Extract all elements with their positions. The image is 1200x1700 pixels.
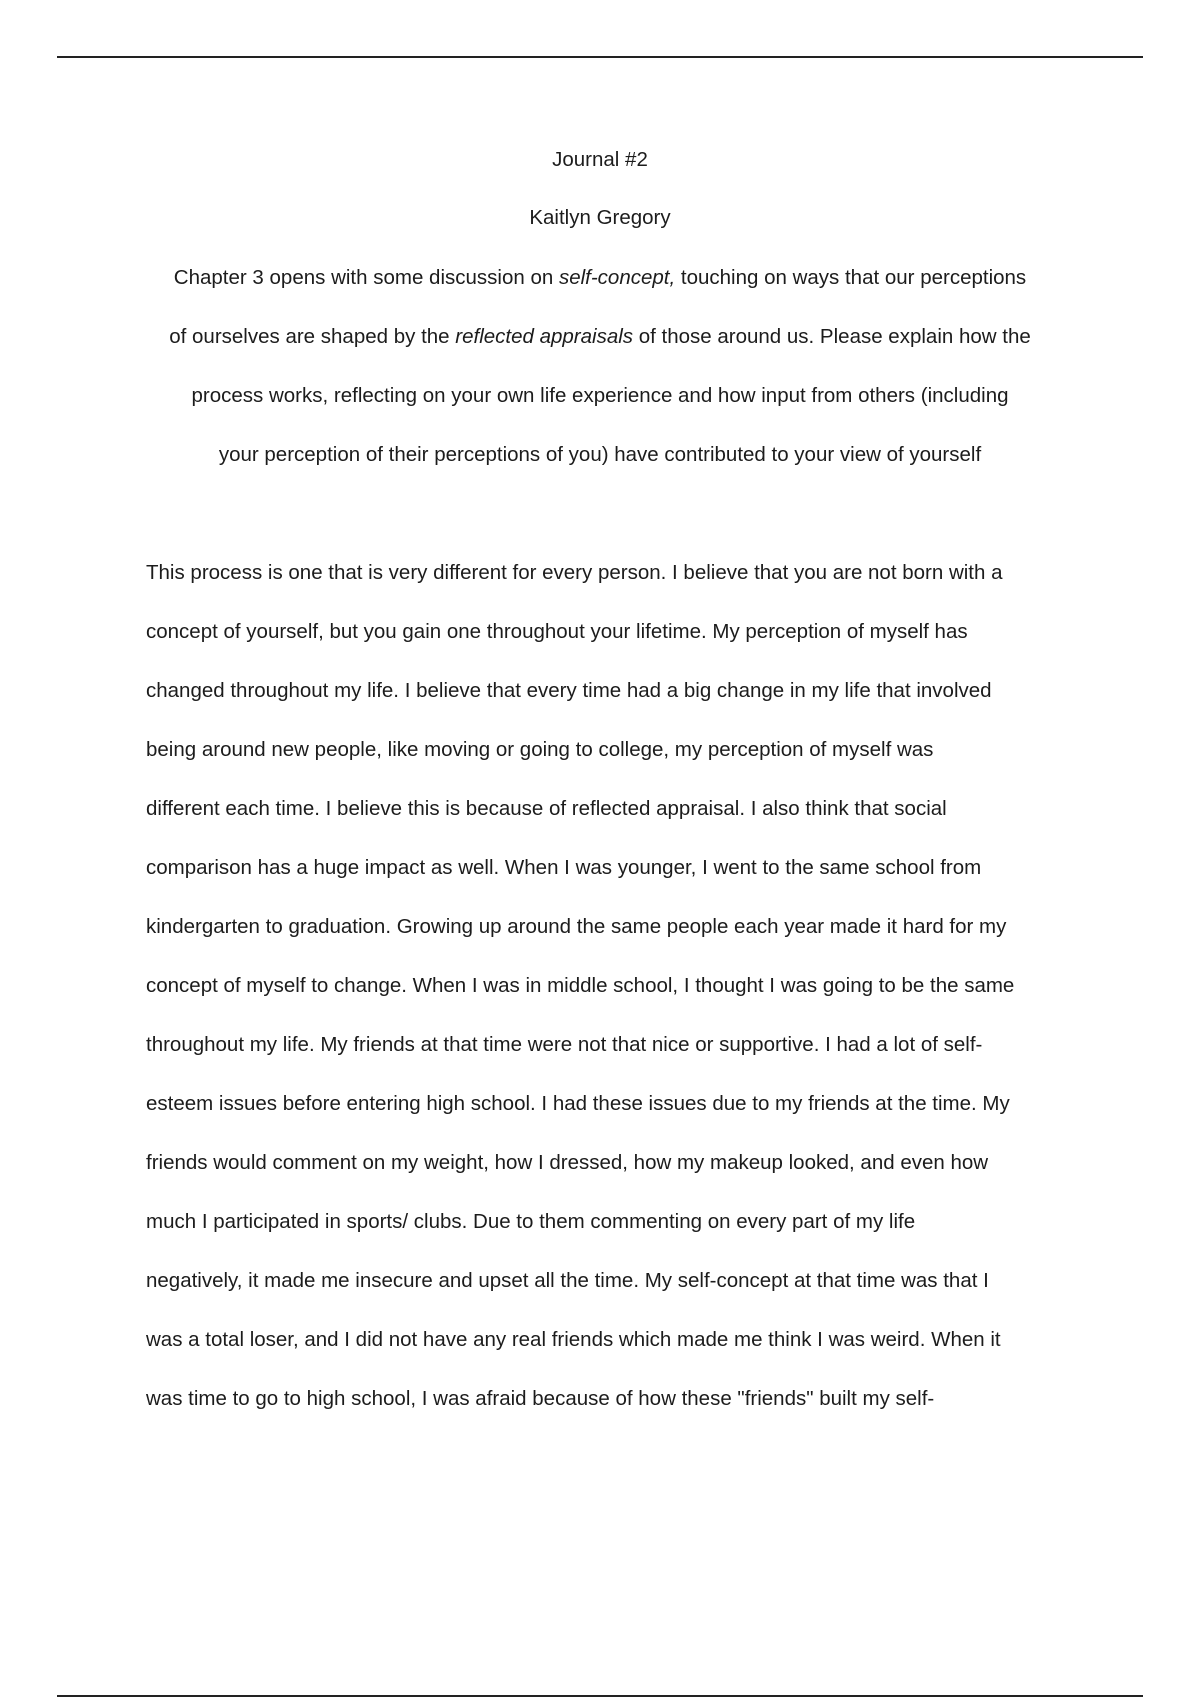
body-line: was time to go to high school, I was afraid because of how these "friends" built my self-	[146, 1387, 935, 1410]
prompt-text: touching on ways that our perceptions	[675, 266, 1027, 289]
body-line: different each time. I believe this is because of reflected appraisal. I also think that social	[146, 797, 947, 820]
prompt-line: your perception of their perceptions of you) have contributed to your view of yourself	[218, 443, 982, 466]
prompt-term-self-concept: self-concept,	[558, 266, 676, 289]
prompt-line	[0, 266, 1200, 290]
author-name: Kaitlyn Gregory	[529, 206, 671, 229]
body-line: much I participated in sports/ clubs. Due to them commenting on every part of my life	[146, 1210, 916, 1233]
header-rule	[57, 56, 1143, 58]
body-line: comparison has a huge impact as well. When I was younger, I went to the same school from	[146, 856, 982, 879]
body-line: concept of yourself, but you gain one throughout your lifetime. My perception of myself has	[146, 620, 968, 643]
prompt-text: Chapter 3 opens with some discussion on	[173, 266, 559, 289]
prompt-text: of ourselves are shaped by the	[169, 325, 456, 348]
body-line: negatively, it made me insecure and upset all the time. My self-concept at that time was that I	[146, 1269, 989, 1292]
prompt-term-reflected-appraisals: reflected appraisals	[455, 325, 634, 348]
body-line: was a total loser, and I did not have any real friends which made me think I was weird. When it	[146, 1328, 1001, 1351]
body-line: kindergarten to graduation. Growing up around the same people each year made it hard for my	[146, 915, 1007, 938]
body-line: esteem issues before entering high school. I had these issues due to my friends at the time. My	[146, 1092, 1010, 1115]
document-title: Journal #2	[552, 148, 648, 171]
footer-rule	[57, 1695, 1143, 1697]
body-line: changed throughout my life. I believe that every time had a big change in my life that involved	[146, 679, 992, 702]
body-line: This process is one that is very different for every person. I believe that you are not born with a	[146, 561, 1003, 584]
body-line: friends would comment on my weight, how I dressed, how my makeup looked, and even how	[146, 1151, 989, 1174]
body-line: being around new people, like moving or going to college, my perception of myself was	[146, 738, 934, 761]
prompt-line	[0, 325, 1200, 349]
body-line: throughout my life. My friends at that time were not that nice or supportive. I had a lot of self-	[146, 1033, 983, 1056]
prompt-text: of those around us. Please explain how the	[633, 325, 1031, 348]
prompt-line: process works, reflecting on your own life experience and how input from others (including	[191, 384, 1009, 407]
body-line: concept of myself to change. When I was in middle school, I thought I was going to be the same	[146, 974, 1015, 997]
